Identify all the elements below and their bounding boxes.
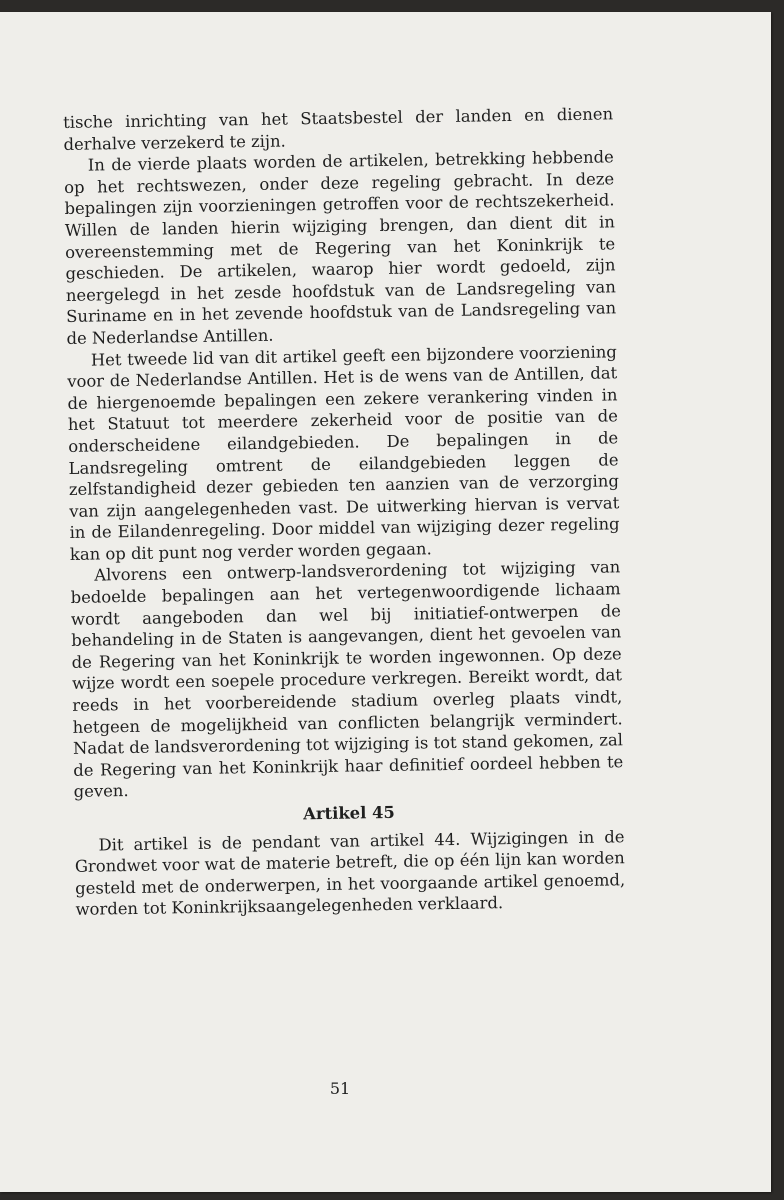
paragraph-2: In de vierde plaats worden de artikelen, betrekking hebbende op het rechtswezen, onder deze regeling gebracht. In deze bepalingen zijn voorzieningen getroffen voor de rechtszekerheid. Willen de landen hierin wijziging brengen, dan dient dit in overeenstemming met de Regering van het Koninkrijk te geschieden. De artikelen, waarop hier wordt gedoeld, zijn neergelegd in het zesde hoofdstuk van de Landsregeling van Suriname en in het zevende hoofdstuk van de Landsregeling van de Nederlandse Antillen. xyxy=(64,147,617,348)
section-heading: Artikel 45 xyxy=(303,802,396,824)
closing-paragraph: Dit artikel is de pendant van artikel 44. Wijzigingen in de Grondwet voor wat de materie betreft, die op één lijn kan worden gesteld met de onderwerpen, in het voorgaande artikel genoemd, worden tot Koninkrijksaangelegenheden verklaard. xyxy=(74,826,626,920)
book-page xyxy=(0,12,771,1192)
paragraph-4: Alvorens een ontwerp-landsverordening tot wijziging van bedoelde bepalingen aan het vertegenwoordigende lichaam wordt aangeboden dan wel bij initiatief-ontwerpen de behandeling in de Staten is aangevangen, dient het gevoelen van de Regering van het Koninkrijk te worden ingewonnen. Op deze wijze wordt een soepele procedure verkregen. Bereikt wordt, dat reeds in het voorbereidende stadium overleg plaats vindt, hetgeen de mogelijkheid van conflicten belangrijk vermindert. Nadat de landsverordening tot wijziging is tot stand gekomen, zal de Regering van het Koninkrijk haar definitief oordeel hebben te geven. xyxy=(70,557,624,802)
body-text xyxy=(63,103,626,921)
page-number: 51 xyxy=(329,1079,351,1098)
paragraph-1: tische inrichting van het Staatsbestel der landen en dienen derhalve verzekerd te zijn. xyxy=(63,104,614,154)
paragraph-3: Het tweede lid van dit artikel geeft een bijzondere voorziening voor de Nederlandse Antillen. Het is de wens van de Antillen, dat de hiergenoemde bepalingen een zekere verankering vinden in het Statuut tot meerdere zekerheid voor de positie van de onderscheidene eilandgebieden. De bepalingen in de Landsregeling omtrent de eilandgebieden leggen de zelfstandigheid dezer gebieden ten aanzien van de verzorging van zijn aangelegenheden vast. De uitwerking hiervan is vervat in de Eilandenregeling. Door middel van wijziging dezer regeling kan op dit punt nog verder worden gegaan. xyxy=(67,341,620,564)
